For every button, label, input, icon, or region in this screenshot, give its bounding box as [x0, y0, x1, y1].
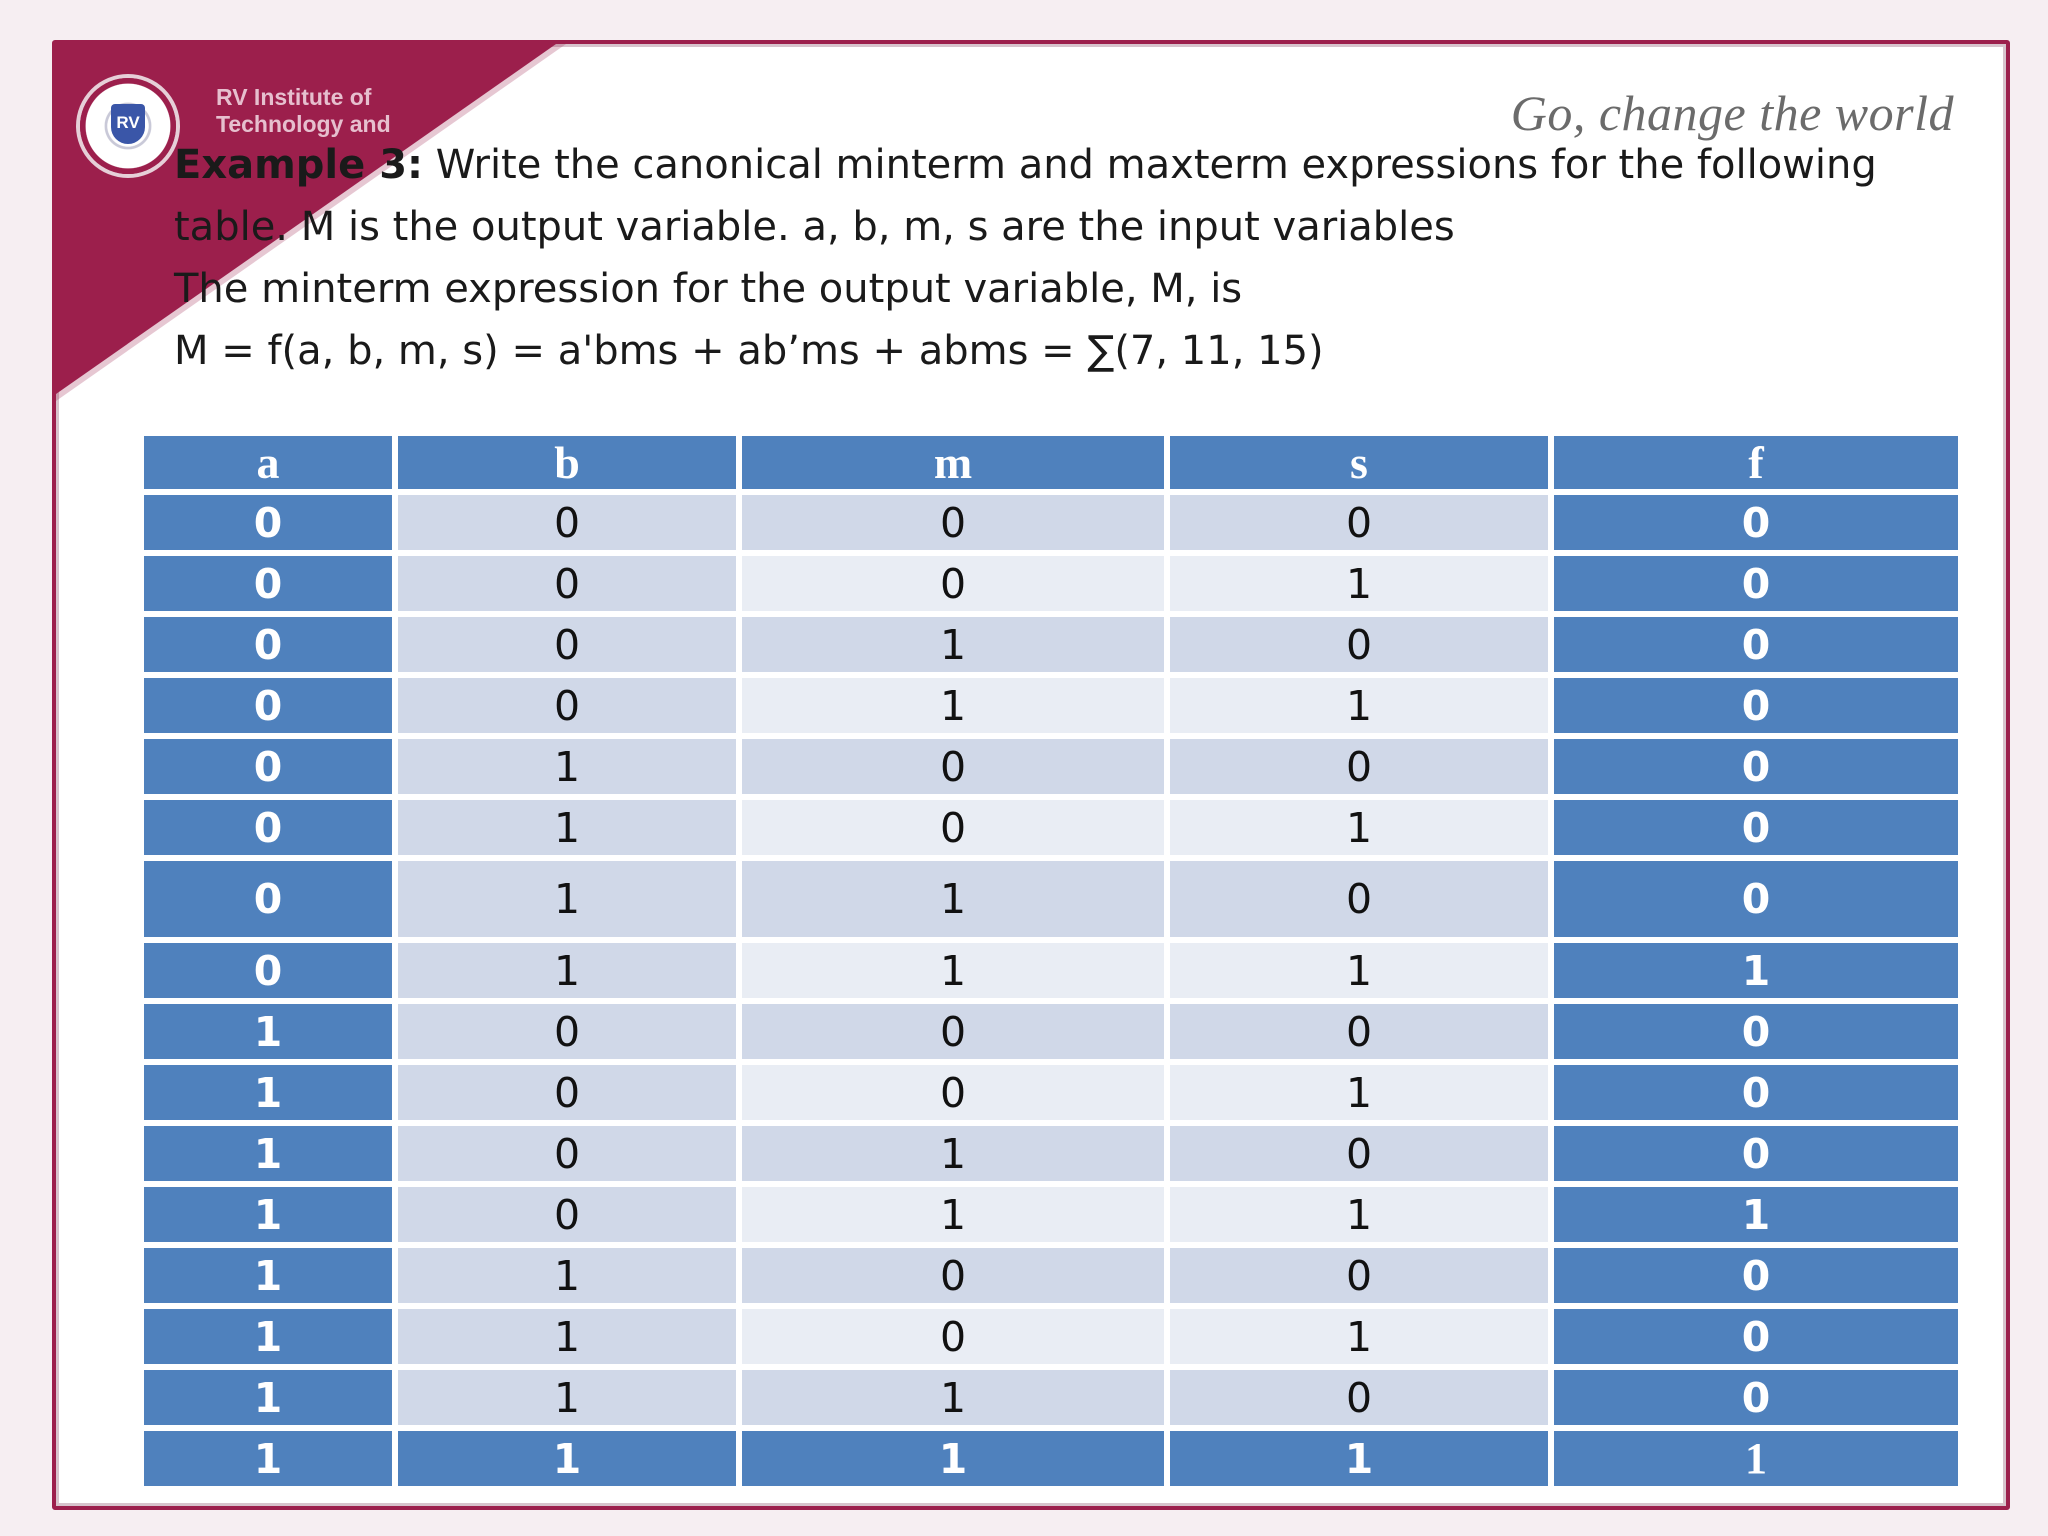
cell-m: 1	[742, 617, 1164, 672]
cell-f: 0	[1554, 1309, 1958, 1364]
statement-line-3: The minterm expression for the output variable, M, is	[174, 266, 1243, 312]
table-row	[144, 739, 1958, 794]
problem-statement	[174, 134, 1974, 382]
tagline: Go, change the world	[1510, 85, 1954, 141]
cell-s: 0	[1170, 1126, 1548, 1181]
table-row	[144, 861, 1958, 937]
cell-b: 1	[398, 1309, 736, 1364]
table-row	[144, 943, 1958, 998]
cell-m: 0	[742, 739, 1164, 794]
table-row	[144, 1431, 1958, 1486]
institute-logo-icon	[80, 78, 176, 174]
table-row	[144, 678, 1958, 733]
cell-s: 1	[1170, 1065, 1548, 1120]
cell-a: 1	[144, 1431, 392, 1486]
cell-s: 0	[1170, 617, 1548, 672]
cell-b: 0	[398, 1065, 736, 1120]
cell-f: 1	[1554, 1431, 1958, 1486]
slide	[52, 40, 2010, 1510]
table-row	[144, 1065, 1958, 1120]
table-row	[144, 617, 1958, 672]
table-row	[144, 800, 1958, 855]
table-row	[144, 556, 1958, 611]
cell-a: 1	[144, 1065, 392, 1120]
cell-a: 1	[144, 1126, 392, 1181]
cell-f: 1	[1554, 1187, 1958, 1242]
cell-s: 1	[1170, 678, 1548, 733]
cell-b: 0	[398, 678, 736, 733]
cell-b: 1	[398, 1431, 736, 1486]
table-row	[144, 1004, 1958, 1059]
header-f: f	[1554, 436, 1958, 489]
cell-a: 1	[144, 1248, 392, 1303]
table-row	[144, 1126, 1958, 1181]
cell-s: 1	[1170, 1431, 1548, 1486]
cell-m: 0	[742, 1004, 1164, 1059]
cell-s: 1	[1170, 800, 1548, 855]
cell-a: 0	[144, 739, 392, 794]
cell-s: 1	[1170, 1187, 1548, 1242]
cell-b: 1	[398, 1248, 736, 1303]
cell-b: 0	[398, 495, 736, 550]
cell-f: 0	[1554, 1248, 1958, 1303]
institute-name-line2: Technology and	[216, 111, 391, 137]
statement-line-2: table. M is the output variable. a, b, m, s are the input variables	[174, 204, 1455, 250]
cell-f: 0	[1554, 678, 1958, 733]
cell-b: 0	[398, 617, 736, 672]
cell-s: 0	[1170, 739, 1548, 794]
table-row	[144, 1248, 1958, 1303]
header-a: a	[144, 436, 392, 489]
cell-f: 0	[1554, 617, 1958, 672]
cell-m: 1	[742, 1187, 1164, 1242]
cell-f: 0	[1554, 495, 1958, 550]
minterm-expression: M = f(a, b, m, s) = a'bms + ab’ms + abms = ∑(7, 11, 15)	[174, 328, 1324, 374]
cell-m: 0	[742, 1248, 1164, 1303]
cell-a: 0	[144, 495, 392, 550]
cell-s: 0	[1170, 1248, 1548, 1303]
table-row	[144, 1309, 1958, 1364]
institute-name	[216, 84, 496, 138]
cell-f: 0	[1554, 1126, 1958, 1181]
cell-m: 0	[742, 1309, 1164, 1364]
cell-f: 0	[1554, 739, 1958, 794]
cell-a: 0	[144, 617, 392, 672]
cell-a: 1	[144, 1309, 392, 1364]
truth-table	[138, 430, 1964, 1492]
cell-b: 1	[398, 1370, 736, 1425]
header-m: m	[742, 436, 1164, 489]
cell-b: 1	[398, 739, 736, 794]
cell-f: 0	[1554, 861, 1958, 937]
cell-f: 0	[1554, 1065, 1958, 1120]
cell-a: 1	[144, 1370, 392, 1425]
cell-f: 1	[1554, 943, 1958, 998]
cell-s: 1	[1170, 556, 1548, 611]
statement-line-1-text: Write the canonical minterm and maxterm expressions for the following	[423, 142, 1877, 188]
header-b: b	[398, 436, 736, 489]
institute-name-line1: RV Institute of	[216, 84, 372, 110]
cell-b: 0	[398, 556, 736, 611]
statement-line-1	[174, 134, 1974, 196]
cell-a: 1	[144, 1187, 392, 1242]
cell-f: 0	[1554, 1370, 1958, 1425]
cell-m: 0	[742, 556, 1164, 611]
cell-s: 0	[1170, 495, 1548, 550]
cell-b: 1	[398, 861, 736, 937]
cell-f: 0	[1554, 1004, 1958, 1059]
cell-a: 0	[144, 800, 392, 855]
example-heading: Example 3:	[174, 142, 424, 188]
header-s: s	[1170, 436, 1548, 489]
cell-f: 0	[1554, 556, 1958, 611]
cell-m: 0	[742, 495, 1164, 550]
cell-m: 1	[742, 861, 1164, 937]
cell-s: 1	[1170, 1309, 1548, 1364]
cell-b: 0	[398, 1126, 736, 1181]
cell-b: 0	[398, 1004, 736, 1059]
truth-table-header-row	[144, 436, 1958, 489]
cell-a: 0	[144, 861, 392, 937]
cell-a: 0	[144, 943, 392, 998]
cell-s: 0	[1170, 1370, 1548, 1425]
cell-b: 1	[398, 800, 736, 855]
cell-b: 1	[398, 943, 736, 998]
cell-m: 0	[742, 1065, 1164, 1120]
cell-f: 0	[1554, 800, 1958, 855]
cell-b: 0	[398, 1187, 736, 1242]
cell-m: 1	[742, 1370, 1164, 1425]
table-row	[144, 495, 1958, 550]
cell-s: 0	[1170, 861, 1548, 937]
table-row	[144, 1370, 1958, 1425]
cell-s: 0	[1170, 1004, 1548, 1059]
cell-a: 0	[144, 678, 392, 733]
table-row	[144, 1187, 1958, 1242]
logo-shield: RV	[111, 104, 145, 144]
cell-a: 1	[144, 1004, 392, 1059]
cell-a: 0	[144, 556, 392, 611]
cell-m: 1	[742, 678, 1164, 733]
cell-m: 1	[742, 1431, 1164, 1486]
cell-m: 0	[742, 800, 1164, 855]
cell-m: 1	[742, 1126, 1164, 1181]
cell-s: 1	[1170, 943, 1548, 998]
cell-m: 1	[742, 943, 1164, 998]
